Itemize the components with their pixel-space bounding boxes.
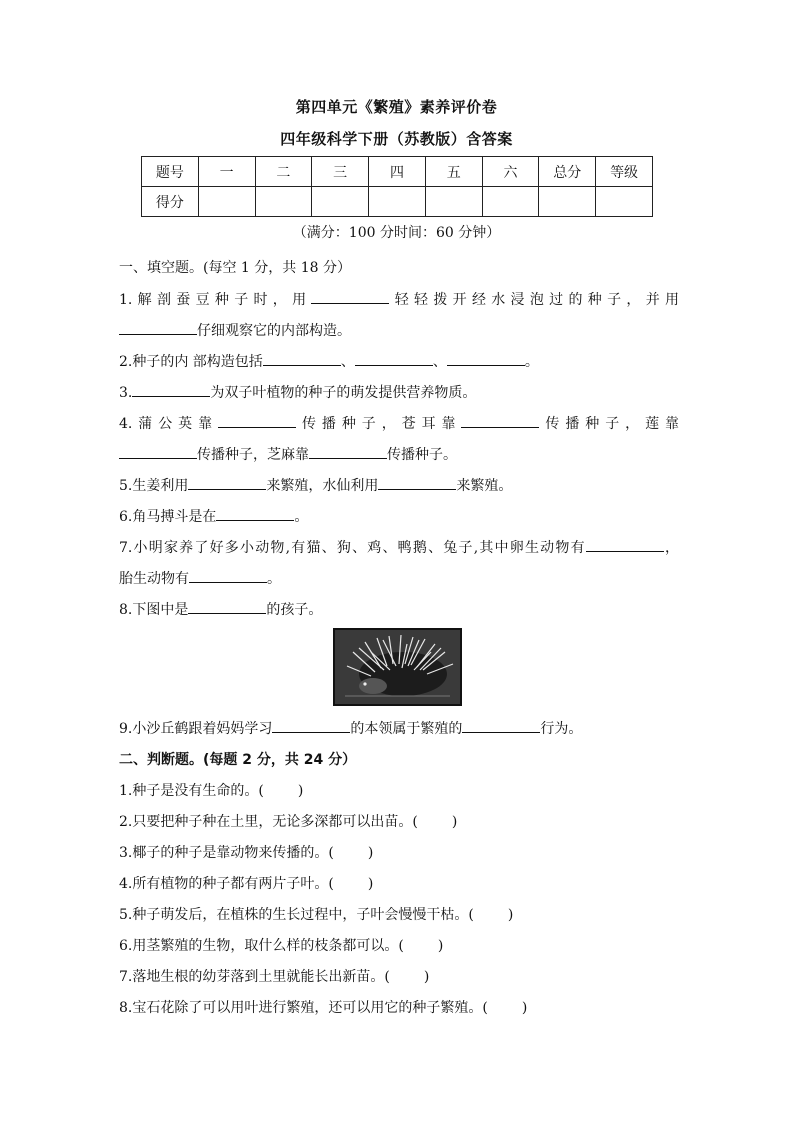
q2-end: 。 xyxy=(524,354,539,370)
score-cell[interactable] xyxy=(596,187,653,217)
question-9 xyxy=(119,718,679,738)
close-paren: ) xyxy=(507,907,514,923)
judgment-item xyxy=(119,780,679,800)
answer-blank[interactable] xyxy=(188,601,266,614)
q2-sep: 、 xyxy=(340,354,355,370)
hedgehog-illustration xyxy=(335,630,460,704)
q6-text-a: 6.角马搏斗是在 xyxy=(119,509,217,525)
q9-text-b: 的本领属于繁殖的 xyxy=(350,721,463,737)
judgment-item xyxy=(119,842,679,862)
answer-blank[interactable] xyxy=(378,477,456,490)
q9-text-c: 行为。 xyxy=(540,721,583,737)
judgment-text: 4.所有植物的种子都有两片子叶。( xyxy=(119,876,334,892)
score-col-4: 四 xyxy=(369,157,426,187)
q4-text-a: 4.蒲公英靠 xyxy=(119,416,219,432)
question-1-line2 xyxy=(119,320,679,340)
q7-end: 。 xyxy=(267,571,281,587)
close-paren: ) xyxy=(297,783,304,799)
hedgehog-image xyxy=(333,628,462,706)
q4-text-e: 传播种子。 xyxy=(387,447,457,463)
score-col-total: 总分 xyxy=(539,157,596,187)
close-paren: ) xyxy=(521,1000,528,1016)
question-2 xyxy=(119,351,679,371)
q5-text-b: 来繁殖，水仙利用 xyxy=(266,478,379,494)
score-col-2: 二 xyxy=(255,157,312,187)
judgment-text: 6.用茎繁殖的生物，取什么样的枝条都可以。( xyxy=(119,938,404,954)
score-cell[interactable] xyxy=(312,187,369,217)
question-6 xyxy=(119,506,679,526)
close-paren: ) xyxy=(367,845,374,861)
score-table-header-row xyxy=(142,157,653,187)
score-cell[interactable] xyxy=(482,187,539,217)
q3-text-b: 为双子叶植物的种子的萌发提供营养物质。 xyxy=(210,385,477,401)
question-8 xyxy=(119,599,679,619)
answer-blank[interactable] xyxy=(189,570,267,583)
judgment-text: 2.只要把种子种在土里，无论多深都可以出苗。( xyxy=(119,814,418,830)
answer-blank[interactable] xyxy=(216,508,294,521)
answer-blank[interactable] xyxy=(309,446,387,459)
score-col-5: 五 xyxy=(425,157,482,187)
q5-text-a: 5.生姜利用 xyxy=(119,478,189,494)
judgment-item xyxy=(119,904,679,924)
score-col-3: 三 xyxy=(312,157,369,187)
question-7-line1 xyxy=(119,537,679,557)
exam-info: （满分：100 分时间：60 分钟） xyxy=(292,225,501,241)
answer-blank[interactable] xyxy=(132,384,210,397)
q6-end: 。 xyxy=(294,509,309,525)
close-paren: ) xyxy=(367,876,374,892)
score-cell[interactable] xyxy=(539,187,596,217)
score-col-1: 一 xyxy=(198,157,255,187)
judgment-item xyxy=(119,811,679,831)
q8-text-b: 的孩子。 xyxy=(266,602,323,618)
judgment-text: 1.种子是没有生命的。( xyxy=(119,783,264,799)
score-table-score-row xyxy=(142,187,653,217)
answer-blank[interactable] xyxy=(119,322,197,335)
q2-text-a: 2.种子的内 部构造包括 xyxy=(119,354,263,370)
q4-text-b: 传播种子，苍耳靠 xyxy=(296,416,462,432)
q7-text-a: 7.小明家养了好多小动物,有猫、狗、鸡、鸭鹅、兔子,其中卵生动物有 xyxy=(119,540,586,556)
exam-subtitle: 四年级科学下册（苏教版）含答案 xyxy=(280,130,513,148)
answer-blank[interactable] xyxy=(447,353,525,366)
exam-title: 第四单元《繁殖》素养评价卷 xyxy=(295,98,498,116)
score-col-6: 六 xyxy=(482,157,539,187)
q8-text-a: 8.下图中是 xyxy=(119,602,189,618)
answer-blank[interactable] xyxy=(263,353,341,366)
answer-blank[interactable] xyxy=(272,720,350,733)
q7-comma: ， xyxy=(663,540,680,556)
section2-heading: 二、判断题。(每题 2 分，共 24 分） xyxy=(119,752,357,768)
answer-blank[interactable] xyxy=(188,477,266,490)
judgment-text: 5.种子萌发后，在植株的生长过程中，子叶会慢慢干枯。( xyxy=(119,907,474,923)
close-paren: ) xyxy=(423,969,430,985)
answer-blank[interactable] xyxy=(461,415,539,428)
score-table xyxy=(141,156,653,217)
answer-blank[interactable] xyxy=(119,446,197,459)
answer-blank[interactable] xyxy=(218,415,296,428)
judgment-item xyxy=(119,935,679,955)
section1-heading: 一、填空题。(每空 1 分，共 18 分） xyxy=(119,260,351,276)
score-header-label: 题号 xyxy=(142,157,199,187)
q7-text-b: 胎生动物有 xyxy=(119,571,189,587)
judgment-text: 7.落地生根的幼芽落到土里就能长出新苗。( xyxy=(119,969,390,985)
answer-blank[interactable] xyxy=(462,720,540,733)
answer-blank[interactable] xyxy=(311,291,389,304)
q4-text-c: 传播种子，莲靠 xyxy=(539,416,680,432)
score-cell[interactable] xyxy=(369,187,426,217)
q4-text-d: 传播种子，芝麻靠 xyxy=(197,447,309,463)
q5-text-c: 来繁殖。 xyxy=(456,478,513,494)
question-4-line1 xyxy=(119,413,679,433)
question-7-line2 xyxy=(119,568,679,588)
score-row-label: 得分 xyxy=(142,187,199,217)
question-3 xyxy=(119,382,679,402)
score-cell[interactable] xyxy=(255,187,312,217)
q2-sep: 、 xyxy=(432,354,447,370)
question-4-line2 xyxy=(119,444,679,464)
q1-text-a: 1.解剖蚕豆种子时，用 xyxy=(119,292,312,308)
close-paren: ) xyxy=(437,938,444,954)
question-5 xyxy=(119,475,679,495)
judgment-text: 8.宝石花除了可以用叶进行繁殖，还可以用它的种子繁殖。( xyxy=(119,1000,488,1016)
q1-text-c: 仔细观察它的内部构造。 xyxy=(197,323,351,339)
score-cell[interactable] xyxy=(198,187,255,217)
answer-blank[interactable] xyxy=(586,539,664,552)
close-paren: ) xyxy=(451,814,458,830)
q3-text-a: 3. xyxy=(119,385,133,401)
score-col-grade: 等级 xyxy=(596,157,653,187)
question-1-line1 xyxy=(119,289,679,309)
q1-text-b: 轻轻拨开经水浸泡过的种子，并用 xyxy=(389,292,680,308)
judgment-item xyxy=(119,966,679,986)
answer-blank[interactable] xyxy=(355,353,433,366)
judgment-text: 3.椰子的种子是靠动物来传播的。( xyxy=(119,845,334,861)
judgment-item xyxy=(119,873,679,893)
q9-text-a: 9.小沙丘鹤跟着妈妈学习 xyxy=(119,721,273,737)
score-cell[interactable] xyxy=(425,187,482,217)
judgment-item xyxy=(119,997,679,1017)
